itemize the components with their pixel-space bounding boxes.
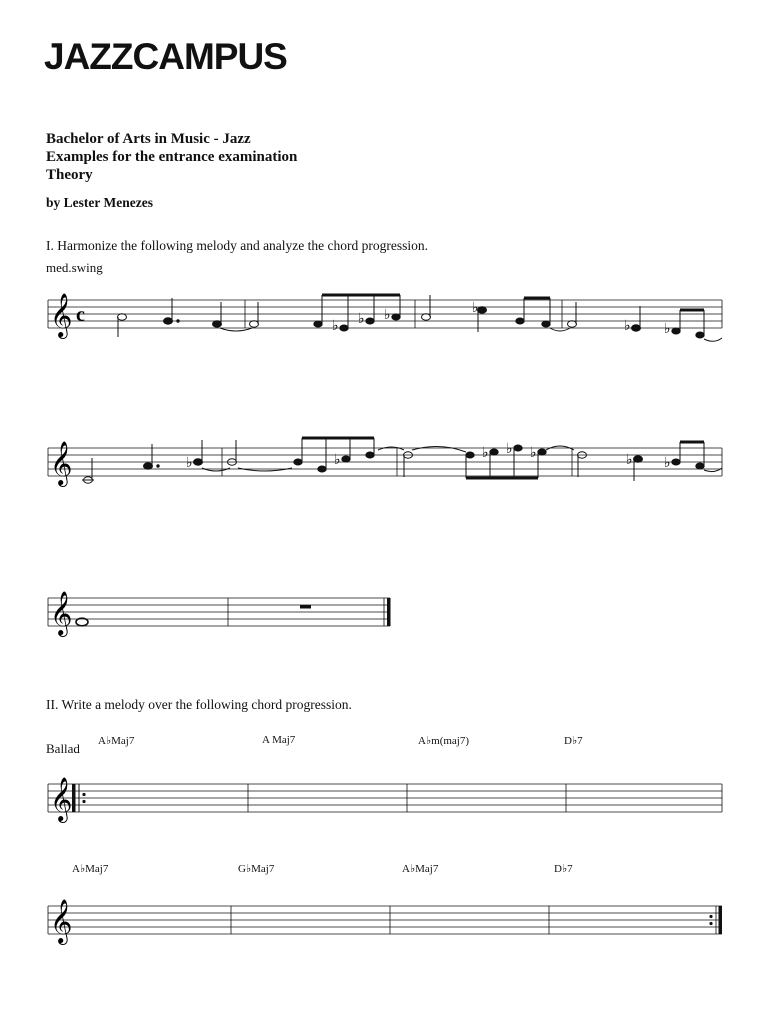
- title-line-3: Theory: [46, 167, 93, 183]
- whole-rest: [300, 605, 311, 609]
- chord-symbol: G♭Maj7: [238, 863, 275, 875]
- flat-icon: ♭: [384, 307, 391, 323]
- title-line-2: Examples for the entrance examination: [46, 149, 298, 165]
- instruction-2: II. Write a melody over the following chord progression.: [46, 697, 352, 712]
- flat-icon: ♭: [332, 318, 339, 334]
- instruction-1: I. Harmonize the following melody and analyze the chord progression.: [46, 238, 429, 253]
- flat-icon: ♭: [664, 455, 671, 471]
- flat-icon: ♭: [624, 318, 631, 334]
- flat-icon: ♭: [664, 321, 671, 337]
- flat-icon: ♭: [626, 452, 633, 468]
- author: by Lester Menezes: [46, 195, 153, 210]
- chord-symbol: D♭7: [554, 863, 573, 875]
- flat-icon: ♭: [186, 455, 193, 471]
- chord-symbol: A♭m(maj7): [418, 735, 470, 747]
- treble-clef-icon: 𝄞: [50, 441, 73, 485]
- flat-icon: ♭: [482, 445, 489, 461]
- logo: JAZZCAMPUS: [44, 36, 287, 77]
- flat-icon: ♭: [358, 311, 365, 327]
- staff-3: [0, 584, 768, 674]
- document-title: [46, 130, 297, 184]
- chord-symbol: A♭Maj7: [402, 863, 439, 875]
- title-line-1: Bachelor of Arts in Music - Jazz: [46, 131, 251, 147]
- flat-icon: ♭: [506, 441, 513, 457]
- chord-symbol: D♭7: [564, 735, 583, 747]
- staff-1: [0, 290, 768, 380]
- treble-clef-icon: 𝄞: [50, 293, 73, 337]
- tempo-marking-1: med.swing: [46, 260, 103, 275]
- tempo-marking-2: Ballad: [46, 741, 80, 756]
- flat-icon: ♭: [334, 452, 341, 468]
- staff-5: [0, 894, 768, 984]
- treble-clef-icon: 𝄞: [50, 899, 73, 943]
- staff-4: [0, 772, 768, 862]
- time-signature: c: [76, 304, 85, 326]
- chord-symbol: A♭Maj7: [98, 735, 135, 747]
- chord-symbol: A♭Maj7: [72, 863, 109, 875]
- flat-icon: ♭: [530, 445, 537, 461]
- treble-clef-icon: 𝄞: [50, 591, 73, 635]
- staff-2: [0, 432, 768, 522]
- treble-clef-icon: 𝄞: [50, 777, 73, 821]
- chord-symbol: A Maj7: [262, 734, 296, 746]
- flat-icon: ♭: [472, 300, 479, 316]
